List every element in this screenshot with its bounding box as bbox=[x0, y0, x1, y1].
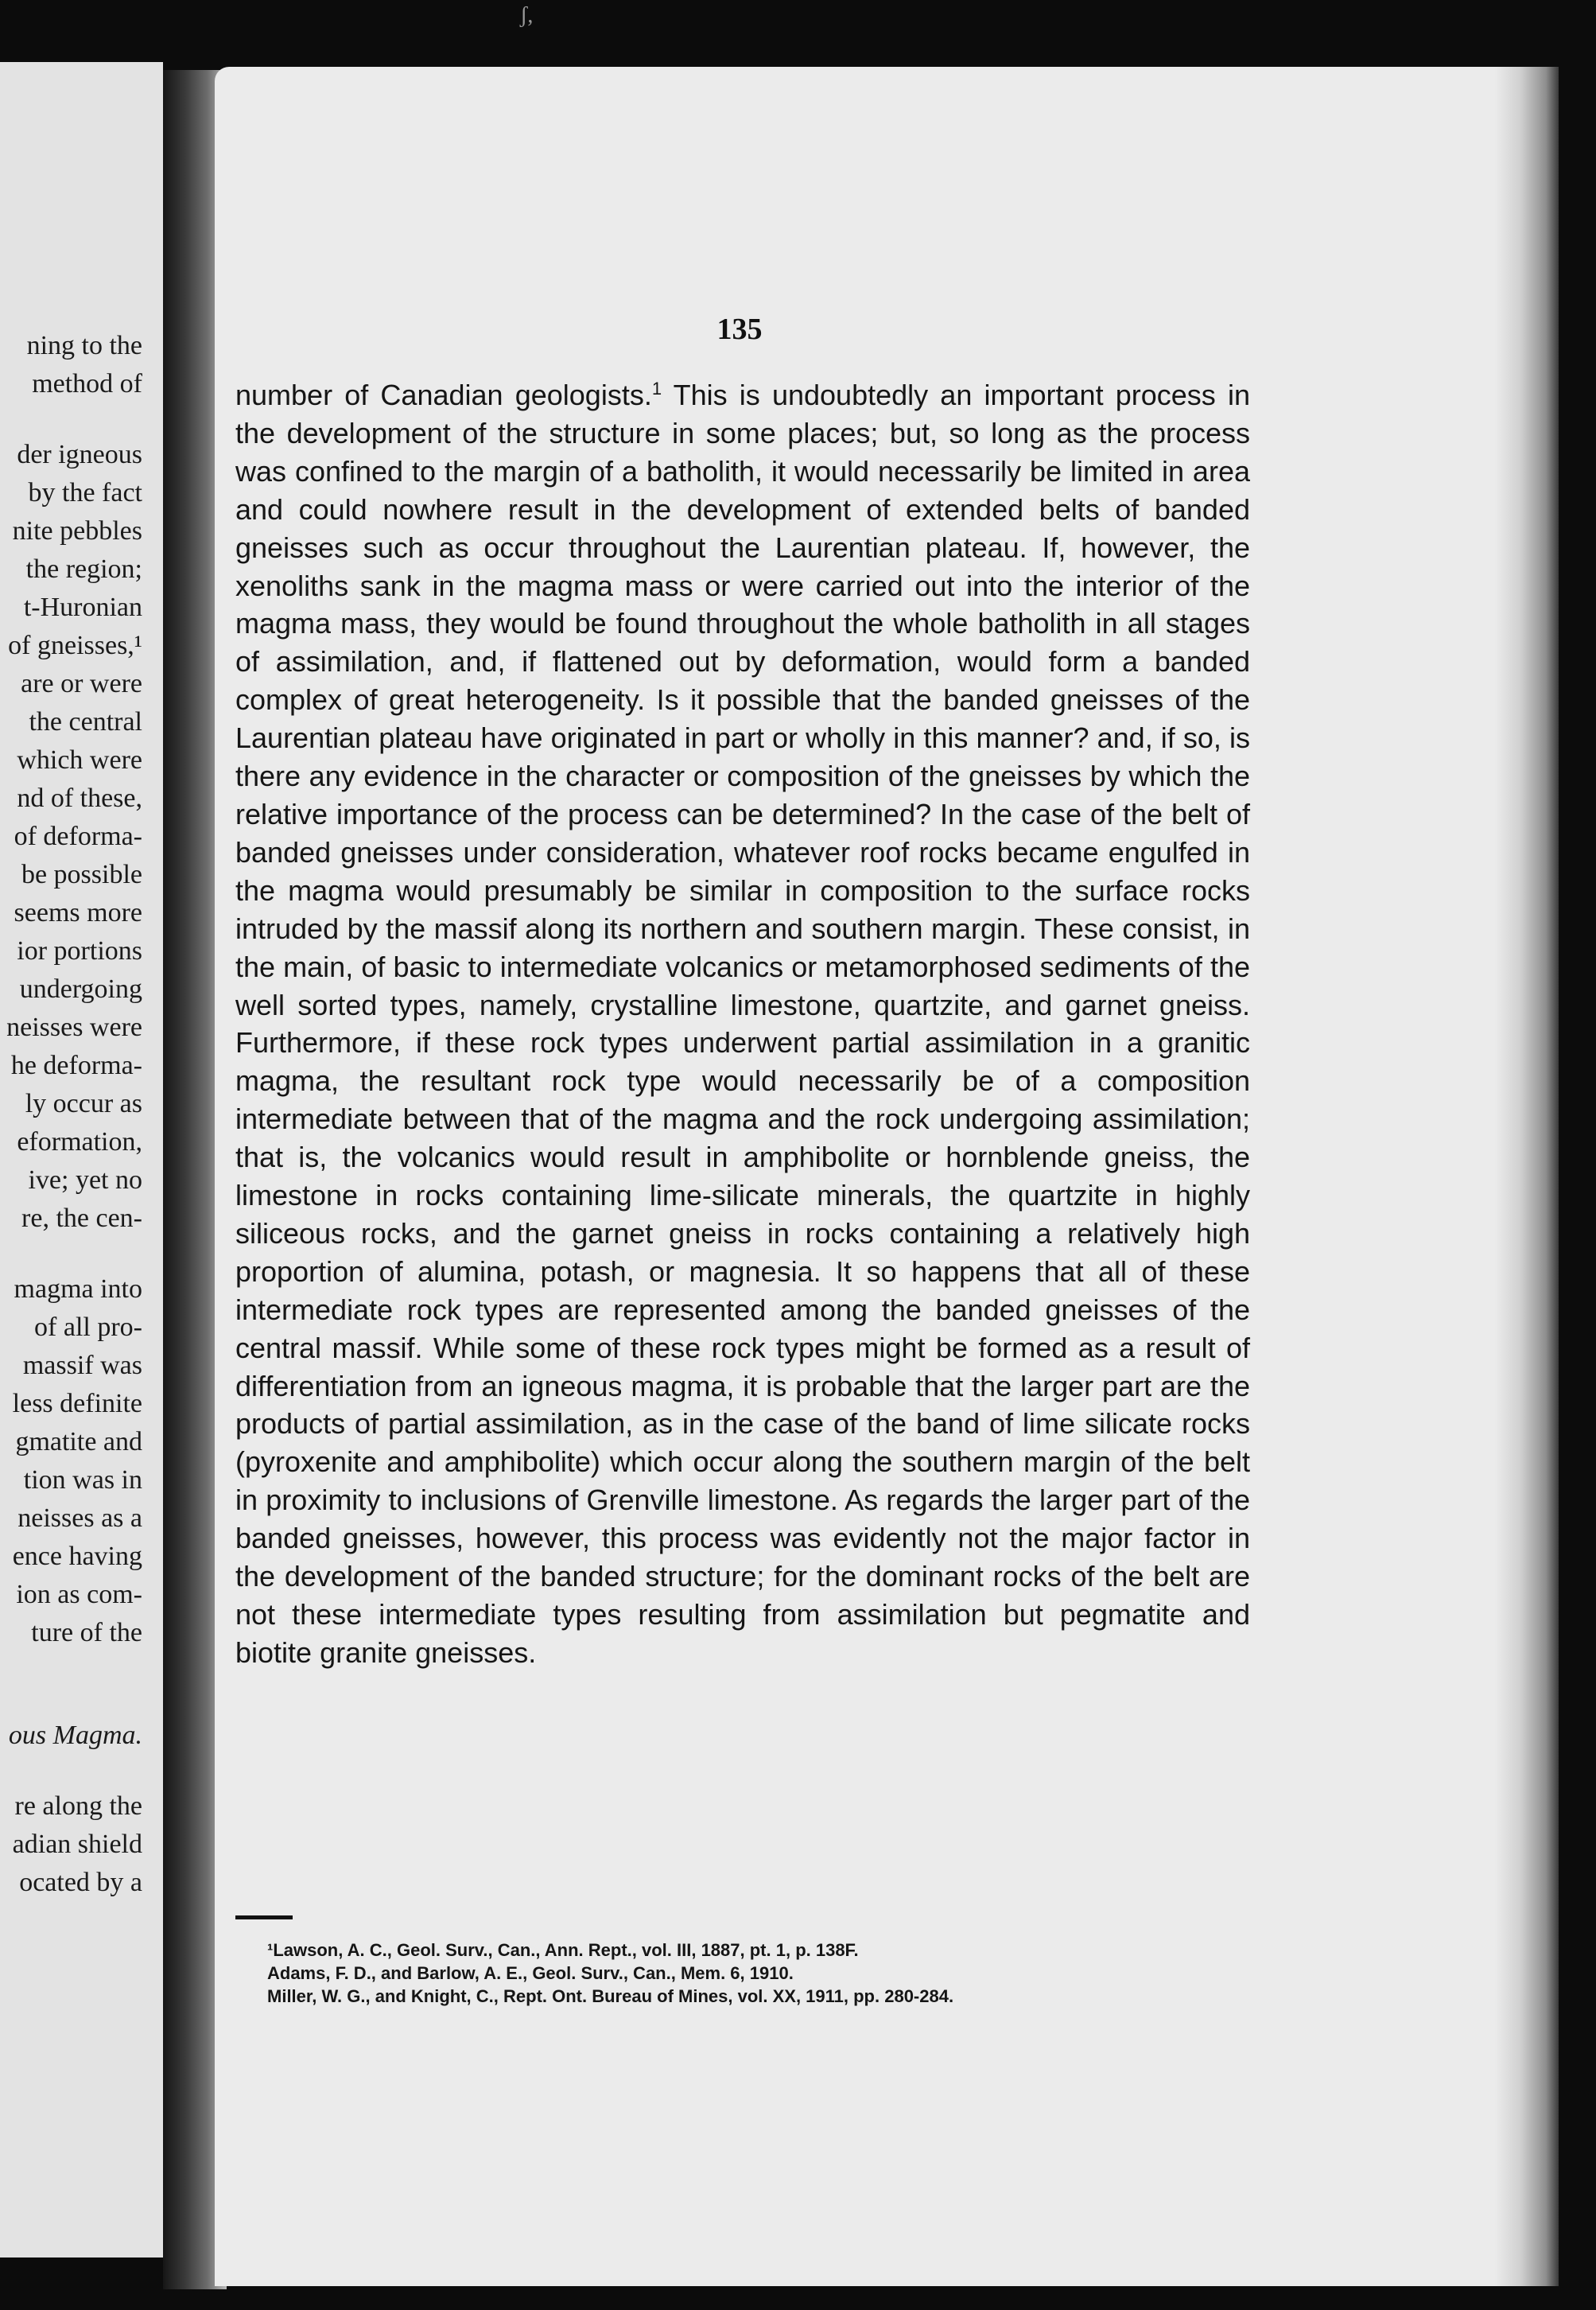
facing-page-line: re along the bbox=[14, 1791, 142, 1821]
facing-page-line: adian shield bbox=[12, 1830, 142, 1859]
facing-page-line: nd of these, bbox=[17, 784, 142, 813]
facing-page-line: gmatite and bbox=[15, 1427, 142, 1456]
facing-page-line: ion as com- bbox=[16, 1580, 142, 1609]
page-number: 135 bbox=[716, 313, 763, 346]
footnotes bbox=[267, 1939, 1301, 2008]
body-text-rest: This is undoubtedly an important process in the development of the structure in some places; but, so long as the process was confined to the margin of a batholith, it would necessarily be limited in area and could nowhere result in the development of extended belts of banded gneisses such as occur throughout the Laurentian plateau. If, however, the xenoliths sank in the magma mass or were carried out into the interior of the magma mass, they would be found throughout the whole batholith in all stages of assimilation, and, if flattened out by deformation, would form a banded complex of great heterogeneity. Is it possible that the banded gneisses of the Laurentian plateau have originated in part or wholly in this manner? and, if so, is there any evidence in the character or composition of the gneisses by which the relative importance of the process can be determined? In the case of the belt of banded gneisses under consideration, whatever roof rocks became engulfed in the magma would presumably be similar in composition to the surface rocks intruded by the massif along its northern and southern margin. These consist, in the main, of basic to intermediate volcanics or metamorphosed sediments of the well sorted types, namely, crystalline limestone, quartzite, and garnet gneiss. Furthermore, if these rock types underwent partial assimilation in a granitic magma, the resultant rock type would necessarily be of a composition intermediate between that of the magma and the rock undergoing assimilation; that is, the volcanics would result in amphibolite or hornblende gneiss, the limestone in rocks containing lime-silicate minerals, the quartzite in highly siliceous rocks, and the garnet gneiss in rocks containing a relatively high proportion of alumina, potash, or magnesia. It so happens that all of these intermediate rock types are represented among the banded gneisses of the central massif. While some of these rock types might be formed as a result of differentiation from an igneous magma, it is probable that the larger part are the products of partial assimilation, as in the case of the band of lime silicate rocks (pyroxenite and amphibolite) which occur along the southern margin of the belt in proximity to inclusions of Grenville limestone. As regards the larger part of the banded gneisses, however, this process was evidently not the major factor in the development of the banded structure; for the dominant rocks of the belt are not these intermediate types resulting from assimilation but pegmatite and biotite granite gneisses. bbox=[235, 379, 1250, 1669]
page-edge bbox=[1495, 67, 1559, 2286]
facing-page-line: ning to the bbox=[26, 331, 142, 360]
facing-page-line: seems more bbox=[14, 898, 142, 928]
facing-page-line: t-Huronian bbox=[23, 593, 142, 622]
facing-page-line: nite pebbles bbox=[12, 516, 142, 546]
footnote-rule bbox=[235, 1915, 293, 1919]
facing-page-line: be possible bbox=[21, 860, 142, 889]
footnote-2: Adams, F. D., and Barlow, A. E., Geol. Surv., Can., Mem. 6, 1910. bbox=[267, 1963, 794, 1983]
facing-page-line: tion was in bbox=[23, 1465, 142, 1495]
facing-page-line: ior portions bbox=[17, 936, 142, 966]
body-paragraph bbox=[235, 376, 1250, 1672]
footnote-3: Miller, W. G., and Knight, C., Rept. Ont. Bureau of Mines, vol. XX, 1911, pp. 280-284. bbox=[267, 1986, 954, 2006]
facing-page-line: der igneous bbox=[17, 440, 142, 469]
footnote-marker: 1 bbox=[651, 379, 662, 399]
facing-page-line: of gneisses,¹ bbox=[8, 631, 142, 660]
facing-page-line: ous Magma. bbox=[8, 1721, 142, 1750]
facing-page-line: the region; bbox=[25, 554, 142, 584]
facing-page-line: magma into bbox=[14, 1274, 142, 1304]
facing-page-line: are or were bbox=[21, 669, 142, 698]
facing-page-line: ly occur as bbox=[25, 1089, 142, 1118]
facing-page-line: of deforma- bbox=[14, 822, 142, 851]
facing-page-line: which were bbox=[17, 745, 142, 775]
facing-page-line: method of bbox=[32, 369, 142, 399]
top-margin-mark: ʃ, bbox=[520, 3, 534, 28]
facing-page-line: eformation, bbox=[17, 1127, 142, 1157]
facing-page-line: re, the cen- bbox=[21, 1204, 142, 1233]
facing-page-line: he deforma- bbox=[10, 1051, 142, 1080]
facing-page-line: neisses as a bbox=[17, 1503, 142, 1533]
facing-page-line: ive; yet no bbox=[28, 1165, 142, 1195]
facing-page-line: by the fact bbox=[28, 478, 142, 508]
facing-page-line: ence having bbox=[12, 1542, 142, 1571]
footnote-1: ¹Lawson, A. C., Geol. Surv., Can., Ann. Rept., vol. III, 1887, pt. 1, p. 138F. bbox=[267, 1940, 859, 1960]
facing-page-fragment bbox=[0, 62, 163, 2258]
facing-page-line: massif was bbox=[22, 1351, 142, 1380]
facing-page-line: neisses were bbox=[6, 1013, 142, 1042]
body-text-start: number of Canadian geologists. bbox=[235, 379, 652, 411]
facing-page-line: undergoing bbox=[19, 974, 142, 1004]
facing-page-line: ture of the bbox=[31, 1618, 142, 1647]
facing-page-line: the central bbox=[29, 707, 142, 737]
facing-page-line: ocated by a bbox=[19, 1868, 142, 1897]
facing-page-line: less definite bbox=[12, 1389, 142, 1418]
facing-page-line: of all pro- bbox=[34, 1312, 142, 1342]
